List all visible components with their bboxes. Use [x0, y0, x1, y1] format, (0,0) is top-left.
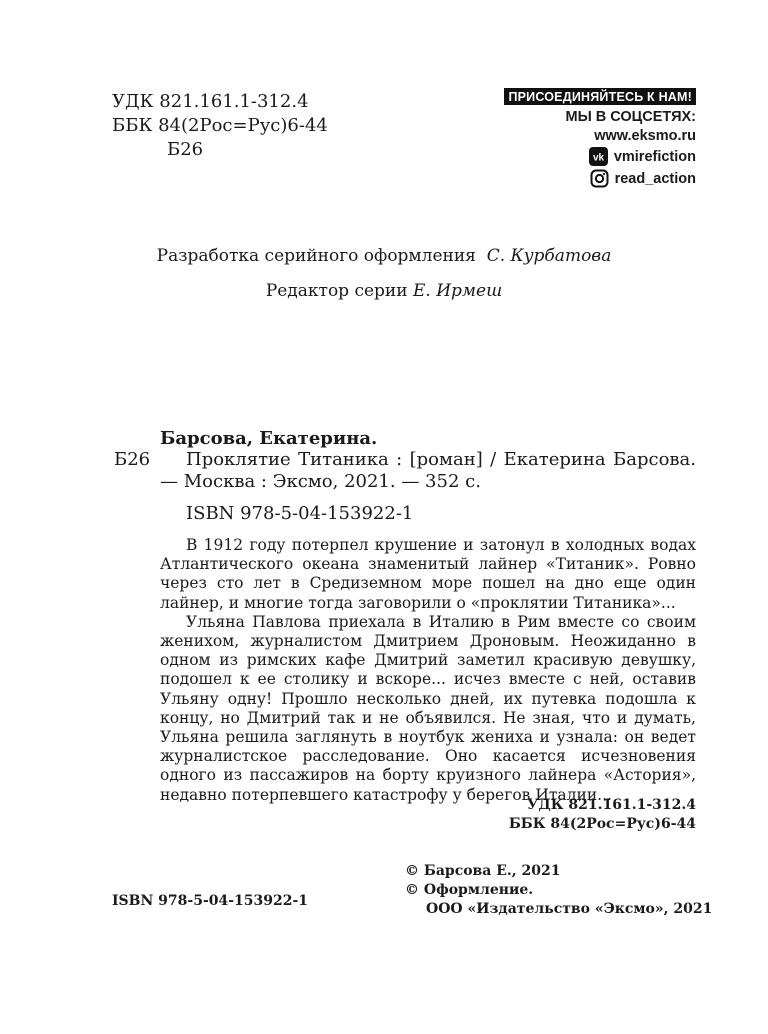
website-link[interactable]: www.eksmo.ru	[594, 128, 696, 144]
annotation	[160, 536, 696, 805]
design-name: С. Курбатова	[486, 246, 612, 266]
design-label: Разработка серийного оформления	[156, 246, 476, 266]
vk-handle: vmirefiction	[613, 148, 696, 165]
udk-code-bottom: УДК 821.161.1-312.4	[526, 797, 696, 813]
networks-label: МЫ В СОЦСЕТЯХ:	[565, 109, 696, 125]
editor-name: Е. Ирмеш	[413, 281, 503, 301]
copyright-publisher: ООО «Издательство «Эксмо», 2021	[426, 901, 713, 917]
instagram-icon	[590, 169, 609, 188]
copyright-block	[405, 862, 712, 919]
instagram-handle: read_action	[614, 170, 696, 187]
isbn-primary: ISBN 978-5-04-153922-1	[186, 503, 414, 524]
bbk-code: ББК 84(2Рос=Рус)6-44	[112, 115, 328, 136]
annotation-paragraph-2: Ульяна Павлова приехала в Италию в Рим вместе со своим женихом, журналистом Дмитрием Дроновым. Неожиданно в одном из римских кафе Дмитрий заметил красивую девушку, подошел к ее столику и вскоре... исчез вместе с ней, оставив Ульяну одну! Прошло несколько дней, их путевка подошла к концу, но Дмитрий так и не объявился. Не зная, что и думать, Ульяна решила заглянуть в ноутбук жениха и узнала: он ведет журналистское расследование. Оно касается исчезновения одного из пассажиров на борту круизного лайнера «Астория», недавно потерпевшего катастрофу у берегов Италии...	[160, 612, 696, 804]
editor-label: Редактор серии	[265, 281, 408, 301]
vk-icon	[589, 147, 608, 166]
join-banner: ПРИСОЕДИНЯЙТЕСЬ К НАМ!	[504, 88, 696, 105]
annotation-paragraph-1: В 1912 году потерпел крушение и затонул в холодных водах Атлантического океана знаменитый лайнер «Титаник». Ровно через сто лет в Средиземном море пошел на дно еще один лайнер, и многие тогда заговорили о «проклятии Титаника»...	[160, 536, 696, 612]
copyright-design: © Оформление.	[405, 882, 534, 898]
bbk-code-bottom: ББК 84(2Рос=Рус)6-44	[508, 816, 696, 832]
editor-credit	[0, 281, 768, 301]
isbn-bottom: ISBN 978-5-04-153922-1	[112, 893, 309, 909]
design-credit	[0, 246, 768, 266]
udk-code: УДК 821.161.1-312.4	[112, 91, 309, 112]
social-block	[504, 88, 696, 188]
vk-row[interactable]	[504, 147, 696, 166]
book-author: Барсова, Екатерина.	[160, 428, 378, 449]
instagram-row[interactable]	[504, 169, 696, 188]
bib-description: Проклятие Титаника : [роман] / Екатерина Барсова. — Москва : Эксмо, 2021. — 352 с.	[160, 449, 696, 492]
classification-bottom	[509, 796, 696, 834]
bib-author-mark: Б26	[114, 449, 151, 470]
author-mark: Б26	[167, 139, 204, 160]
copyright-author: © Барсова Е., 2021	[405, 863, 561, 879]
svg-text:vk: vk	[592, 152, 604, 164]
classification-block	[112, 90, 328, 162]
